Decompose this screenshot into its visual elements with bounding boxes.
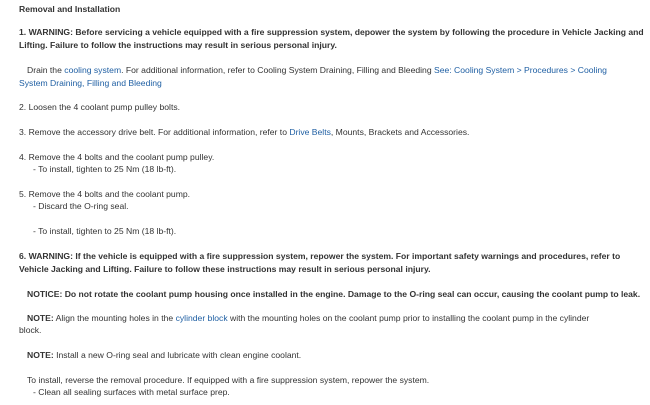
step-2: 2. Loosen the 4 coolant pump pulley bolts. <box>19 102 181 112</box>
step-number: 5. <box>19 189 27 199</box>
notice: NOTICE: Do not rotate the coolant pump housing once installed in the engine. Damage to the O-ring seal can occur, causing the coolant pump to leak. <box>27 289 641 299</box>
install-instruction: To install, reverse the removal procedure. If equipped with a fire suppression system, repower the system. <box>27 375 430 385</box>
warning-line: WARNING: Before servicing a vehicle equipped with a fire suppression system, depower the system by following the procedure in Vehicle Jacking and <box>28 27 644 37</box>
step-1-warning <box>19 26 644 39</box>
step-number: 6. <box>19 251 27 261</box>
step-3: 3. Remove the accessory drive belt. For additional information, refer to Drive Belts, Mounts, Brackets and Accessories. <box>19 127 470 137</box>
see-cooling-system-link[interactable]: See: Cooling System > Procedures > Cooling <box>433 65 607 75</box>
step-1-drain: Drain the cooling system. For additional information, refer to Cooling System Draining, Filling and Bleeding See: Cooling System > Procedures > Cooling <box>27 65 607 75</box>
step-4-sub: - To install, tighten to 25 Nm (18 lb-ft). <box>33 164 177 174</box>
step-number: 2. <box>19 102 27 112</box>
section-heading: Removal and Installation <box>19 4 121 14</box>
install-sub: - Clean all sealing surfaces with metal surface prep. <box>33 387 230 397</box>
step-number: 4. <box>19 152 27 162</box>
step-1-warning-cont: Lifting. Failure to follow the instructions may result in serious personal injury. <box>19 40 337 50</box>
cooling-system-link[interactable]: cooling system <box>64 65 122 75</box>
note-oring: NOTE: Install a new O-ring seal and lubricate with clean engine coolant. <box>27 350 302 360</box>
see-cooling-system-link-cont[interactable]: System Draining, Filling and Bleeding <box>19 78 162 88</box>
step-6-warning-cont: Vehicle Jacking and Lifting. Failure to follow these instructions may result in serious personal injury. <box>19 264 431 274</box>
step-number: 3. <box>19 127 27 137</box>
step-number: 1. <box>19 27 27 37</box>
cylinder-block-link[interactable]: cylinder block <box>175 313 228 323</box>
step-1-drain-cont <box>19 77 619 90</box>
step-5-sub-1: - Discard the O-ring seal. <box>33 201 129 211</box>
step-4: 4. Remove the 4 bolts and the coolant pump pulley. <box>19 152 215 162</box>
note-align: NOTE: Align the mounting holes in the cylinder block with the mounting holes on the coolant pump prior to installing the coolant pump in the cylinder <box>27 313 590 323</box>
step-6-warning: 6. WARNING: If the vehicle is equipped with a fire suppression system, repower the system. For important safety warnings and procedures, refer to <box>19 251 621 261</box>
drive-belts-link[interactable]: Drive Belts <box>289 127 331 137</box>
step-5-sub-2: - To install, tighten to 25 Nm (18 lb-ft). <box>33 226 177 236</box>
note-align-cont: block. <box>19 325 42 335</box>
step-5: 5. Remove the 4 bolts and the coolant pump. <box>19 189 191 199</box>
